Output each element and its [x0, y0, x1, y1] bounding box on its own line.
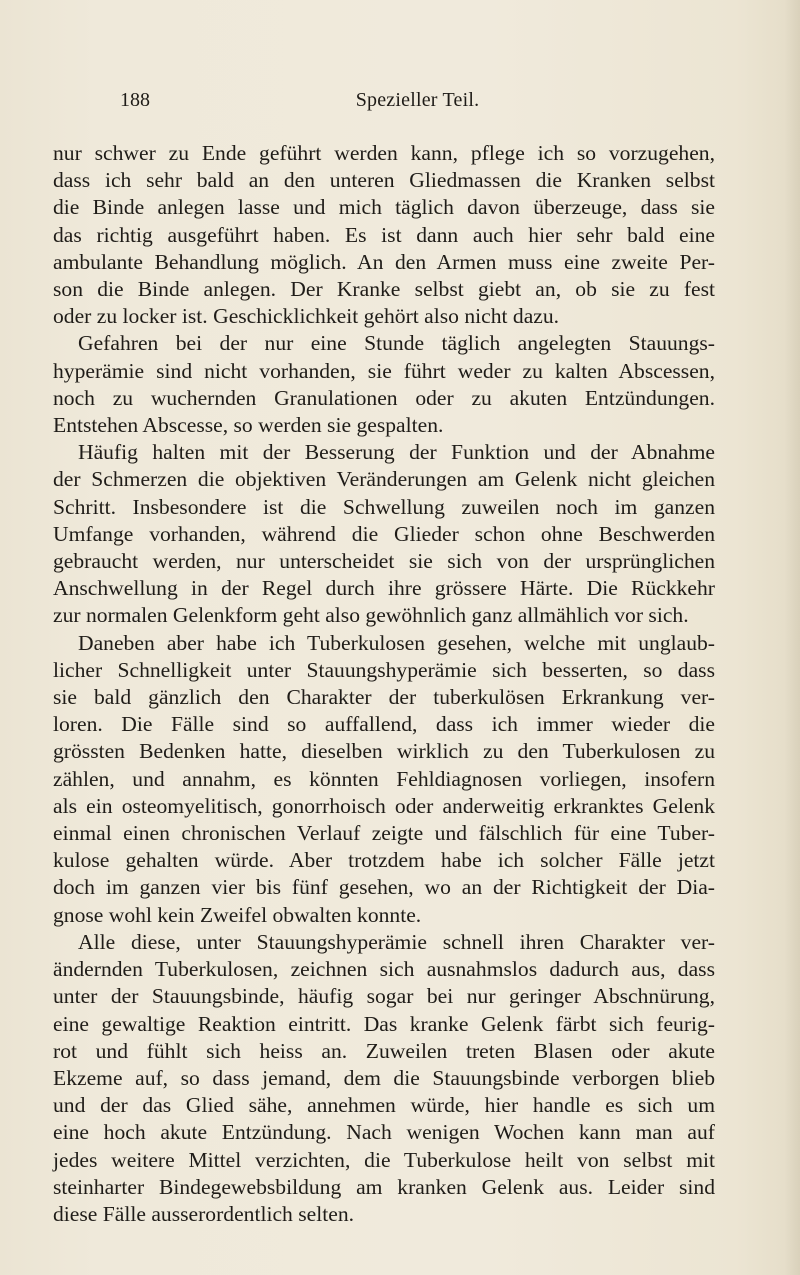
text-line: als ein osteomyelitisch, gonorrhoisch oder anderweitig erkranktes Gelenk: [53, 793, 715, 818]
text-line: gnose wohl kein Zweifel obwalten konnte.: [53, 902, 422, 927]
text-line: Ekzeme auf, so dass jemand, dem die Stauungsbinde verborgen blieb: [53, 1065, 715, 1090]
text-line: kulose gehalten würde. Aber trotzdem habe ich solcher Fälle jetzt: [53, 848, 715, 873]
text-line: und der das Glied sähe, annehmen würde, hier handle es sich um: [53, 1093, 715, 1118]
text-line: oder zu locker ist. Geschicklichkeit gehört also nicht dazu.: [53, 304, 560, 329]
text-line: Umfange vorhanden, während die Glieder schon ohne Beschwerden: [53, 521, 715, 546]
page-edge-shadow: [784, 0, 800, 1275]
text-line: ambulante Behandlung möglich. An den Armen muss eine zweite Per-: [53, 249, 715, 274]
text-line: der Schmerzen die objektiven Veränderungen am Gelenk nicht gleichen: [53, 467, 715, 492]
text-line: son die Binde anlegen. Der Kranke selbst giebt an, ob sie zu fest: [53, 277, 715, 302]
paragraph: [53, 140, 715, 330]
text-line: grössten Bedenken hatte, dieselben wirklich zu den Tuberkulosen zu: [53, 739, 715, 764]
text-line: nur schwer zu Ende geführt werden kann, pflege ich so vorzugehen,: [53, 141, 715, 165]
text-line: Entstehen Abscesse, so werden sie gespalten.: [53, 413, 444, 438]
text-line: loren. Die Fälle sind so auffallend, dass ich immer wieder die: [53, 712, 715, 737]
text-line: eine hoch akute Entzündung. Nach wenigen Wochen kann man auf: [53, 1120, 715, 1145]
text-line: hyperämie sind nicht vorhanden, sie führt weder zu kalten Abscessen,: [53, 358, 715, 383]
text-line: dass ich sehr bald an den unteren Gliedmassen die Kranken selbst: [53, 168, 715, 193]
paragraph: [53, 630, 715, 929]
text-line: eine gewaltige Reaktion eintritt. Das kranke Gelenk färbt sich feurig-: [53, 1011, 715, 1036]
text-line: noch zu wuchernden Granulationen oder zu akuten Entzündungen.: [53, 385, 715, 410]
text-line: Häufig halten mit der Besserung der Funktion und der Abnahme: [78, 440, 715, 465]
text-line: jedes weitere Mittel verzichten, die Tuberkulose heilt von selbst mit: [53, 1147, 715, 1172]
text-line: rot und fühlt sich heiss an. Zuweilen treten Blasen oder akute: [53, 1038, 715, 1063]
text-line: Daneben aber habe ich Tuberkulosen gesehen, welche mit unglaub-: [78, 630, 715, 655]
text-line: diese Fälle ausserordentlich selten.: [53, 1201, 355, 1226]
text-line: gebraucht werden, nur unterscheidet sie sich von der ursprünglichen: [53, 549, 715, 574]
text-line: zählen, und annahm, es könnten Fehldiagnosen vorliegen, insofern: [53, 766, 715, 791]
text-line: doch im ganzen vier bis fünf gesehen, wo an der Richtigkeit der Dia-: [53, 875, 715, 900]
text-line: ändernden Tuberkulosen, zeichnen sich ausnahmslos dadurch aus, dass: [53, 957, 715, 982]
text-line: Schritt. Insbesondere ist die Schwellung zuweilen noch im ganzen: [53, 494, 715, 519]
text-line: unter der Stauungsbinde, häufig sogar bei nur geringer Abschnürung,: [53, 984, 715, 1009]
paragraph: [53, 330, 715, 439]
text-line: steinharter Bindegewebsbildung am kranken Gelenk aus. Leider sind: [53, 1174, 715, 1199]
text-line: das richtig ausgeführt haben. Es ist dann auch hier sehr bald eine: [53, 222, 715, 247]
text-line: die Binde anlegen lasse und mich täglich davon überzeuge, dass sie: [53, 195, 715, 220]
running-head: Spezieller Teil.: [355, 89, 480, 111]
page-header: [120, 89, 715, 119]
text-line: zur normalen Gelenkform geht also gewöhnlich ganz allmählich vor sich.: [53, 603, 689, 628]
text-line: Alle diese, unter Stauungshyperämie schnell ihren Charakter ver-: [78, 929, 715, 954]
paragraph: [53, 929, 715, 1228]
text-line: sie bald gänzlich den Charakter der tuberkulösen Erkrankung ver-: [53, 685, 715, 710]
page-number: 188: [120, 89, 150, 111]
text-line: Anschwellung in der Regel durch ihre grössere Härte. Die Rückkehr: [53, 576, 715, 601]
text-line: Gefahren bei der nur eine Stunde täglich angelegten Stauungs-: [78, 331, 715, 356]
text-line: licher Schnelligkeit unter Stauungshyperämie sich besserten, so dass: [53, 657, 715, 682]
paragraph: [53, 439, 715, 629]
body-text: [53, 140, 715, 1228]
text-line: einmal einen chronischen Verlauf zeigte und fälschlich für eine Tuber-: [53, 821, 715, 846]
